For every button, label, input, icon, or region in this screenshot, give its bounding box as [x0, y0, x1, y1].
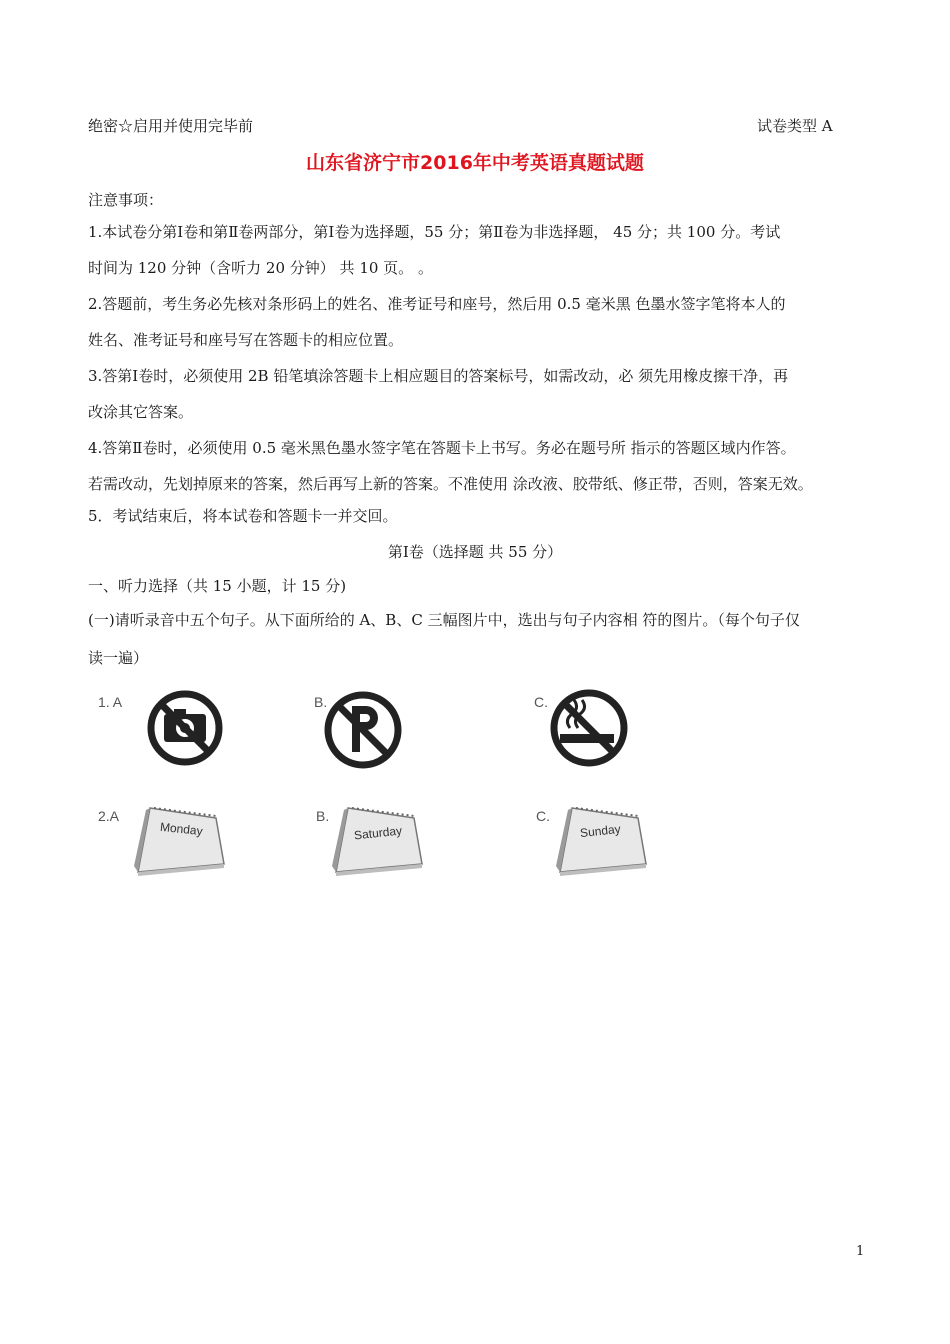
option-label: C. — [534, 694, 548, 710]
notice-line: 时间为 120 分钟（含听力 20 分钟） 共 10 页。 。 — [88, 259, 433, 277]
no-camera-icon — [144, 684, 226, 778]
calendar-icon — [330, 804, 425, 880]
instruction-line: 读一遍） — [88, 649, 149, 667]
option-label: 2.A — [98, 808, 120, 824]
notice-line: 5．考试结束后，将本试卷和答题卡一并交回。 — [88, 507, 398, 525]
option-label: C. — [536, 808, 550, 824]
option-label: B. — [314, 694, 328, 710]
page-number: 1 — [856, 1244, 865, 1259]
no-smoking-icon — [546, 684, 632, 778]
notice-line: 4.答第Ⅱ卷时，必须使用 0.5 毫米黑色墨水签字笔在答题卡上书写。务必在题号所 指示的答题区域内作答。 — [88, 439, 796, 457]
section-title: 第Ⅰ卷（选择题 共 55 分） — [387, 543, 563, 561]
confidential-note: 绝密☆启用并使用完毕前 — [88, 117, 254, 135]
calendar-icon — [554, 804, 649, 880]
notice-line: 若需改动，先划掉原来的答案，然后再写上新的答案。不准使用 涂改液、胶带纸、修正带，否则，答案无效。 — [88, 475, 813, 493]
notice-line: 2.答题前，考生务必先核对条形码上的姓名、准考证号和座号，然后用 0.5 毫米黑 色墨水签字笔将本人的 — [88, 295, 786, 313]
notice-line: 1.本试卷分第Ⅰ卷和第Ⅱ卷两部分，第Ⅰ卷为选择题，55 分；第Ⅱ卷为非选择题， 45 分；共 100 分。考试 — [88, 223, 781, 241]
notice-line: 改涂其它答案。 — [88, 403, 194, 421]
notice-line: 姓名、准考证号和座号写在答题卡的相应位置。 — [88, 331, 404, 349]
option-label: B. — [316, 808, 330, 824]
notice-line: 3.答第Ⅰ卷时，必须使用 2B 铅笔填涂答题卡上相应题目的答案标号，如需改动，必 须先用橡皮擦干净，再 — [88, 367, 789, 385]
calendar-day-text: Monday — [159, 819, 204, 839]
page-title: 山东省济宁市2016年中考英语真题试题 — [306, 152, 644, 174]
part-title: 一、听力选择（共 15 小题，计 15 分) — [88, 577, 347, 595]
calendar-icon — [132, 804, 227, 880]
calendar-day-text: Saturday — [353, 823, 403, 843]
no-parking-icon — [322, 684, 404, 778]
calendar-day-text: Sunday — [579, 821, 622, 841]
instruction-line: (一)请听录音中五个句子。从下面所给的 A、B、C 三幅图片中，选出与句子内容相 符的图片。（每个句子仅 — [88, 611, 800, 629]
option-label: 1. A — [98, 694, 123, 710]
paper-type: 试卷类型 A — [757, 117, 833, 135]
notice-heading: 注意事项： — [88, 191, 164, 209]
